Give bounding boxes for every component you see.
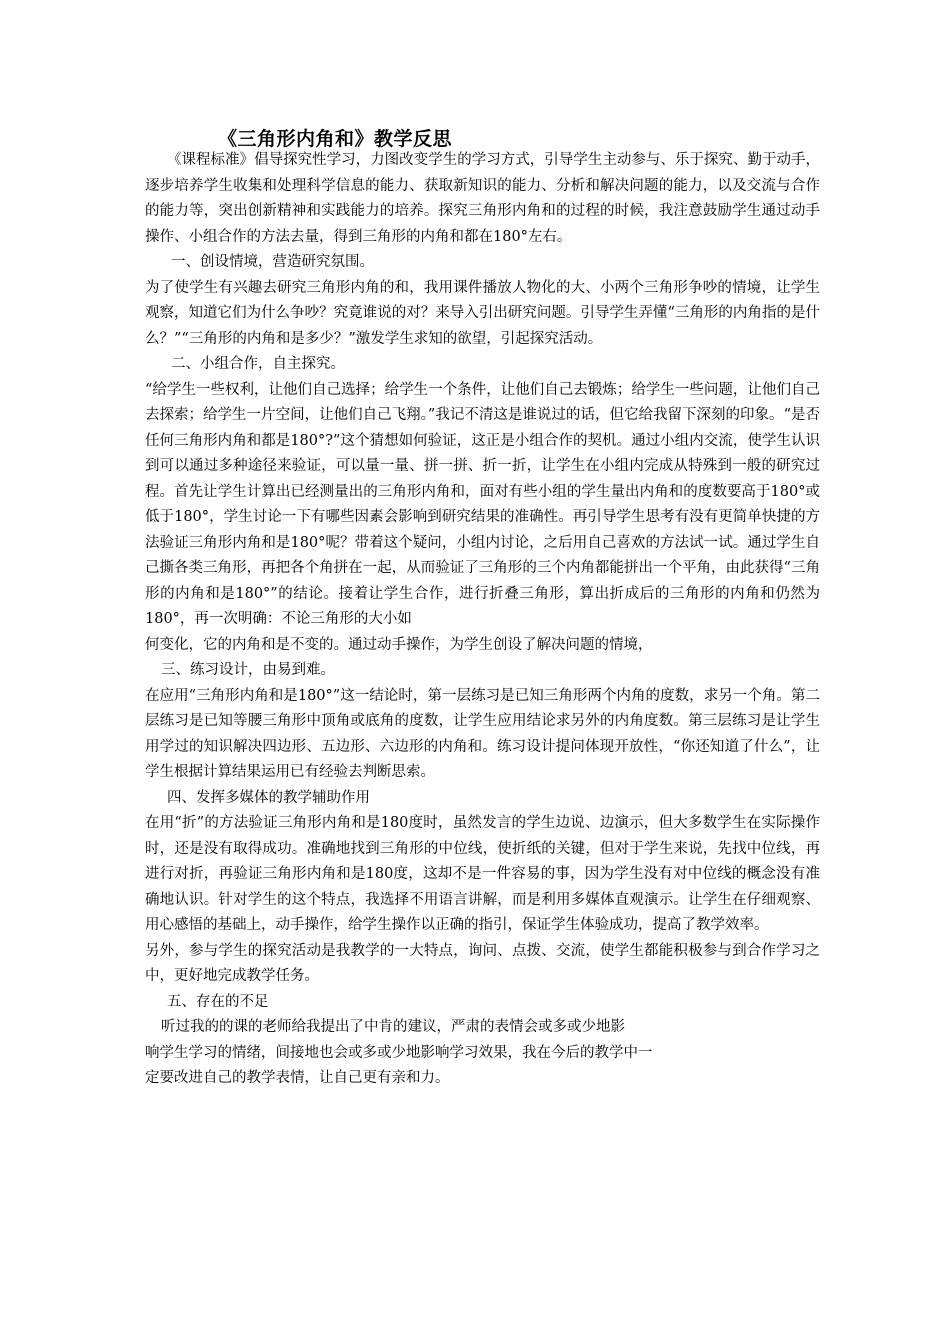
section-5-line-3: 定要改进自己的教学表情，让自己更有亲和力。	[145, 1070, 450, 1086]
section-heading-2: 二、小组合作，自主探究。	[171, 356, 345, 372]
document-title: 《三角形内角和》教学反思	[218, 128, 453, 150]
section-4-paragraph-2: 另外，参与学生的探究活动是我教学的一大特点，询问、点拨、交流，使学生都能积极参与到合作学习之中，更好地完成教学任务。	[145, 942, 820, 984]
section-heading-5: 五、存在的不足	[167, 993, 269, 1010]
section-1-paragraph-1: 为了使学生有兴趣去研究三角形内角的和，我用课件播放人物化的大、小两个三角形争吵的情境，让学生观察，知道它们为什么争吵？究竟谁说的对？来导入引出研究问题。引导学生弄懂“三角形的内角指的是什么？”“三角形的内角和是多少？”激发学生求知的欲望，引起探究活动。	[145, 279, 820, 347]
section-4-paragraph-1: 在用“折”的方法验证三角形内角和是180度时，虽然发言的学生边说、边演示，但大多数学生在实际操作时，还是没有取得成功。准确地找到三角形的中位线，使折纸的关键，但对于学生来说，先找中位线，再进行对折，再验证三角形内角和是180度，这却不是一件容易的事，因为学生没有对中位线的概念没有准确地认识。针对学生的这个特点，我选择不用语言讲解，而是利用多媒体直观演示。让学生在仔细观察、用心感悟的基础上，动手操作，给学生操作以正确的指引，保证学生体验成功，提高了教学效率。	[145, 815, 820, 933]
section-heading-1: 一、创设情境，营造研究氛围。	[171, 254, 374, 270]
section-3-paragraph-1: 在应用“三角形内角和是180°”这一结论时，第一层练习是已知三角形两个内角的度数，求另一个角。第二层练习是已知等腰三角形中顶角或底角的度数，让学生应用结论求另外的内角度数。第三层练习是让学生用学过的知识解决四边形、五边形、六边形的内角和。练习设计提问体现开放性，“你还知道了什么”，让学生根据计算结果运用已有经验去判断思索。	[145, 687, 820, 780]
section-5-line-1: 听过我的的课的老师给我提出了中肯的建议，严肃的表情会或多或少地影	[161, 1019, 625, 1035]
section-2-paragraph-2: 何变化，它的内角和是不变的。通过动手操作，为学生创设了解决问题的情境，	[145, 636, 653, 653]
section-heading-3: 三、练习设计，由易到难。	[161, 662, 335, 678]
section-2-paragraph-1: “给学生一些权利，让他们自己选择；给学生一个条件，让他们自己去锻炼；给学生一些问题，让他们自己去探索；给学生一片空间，让他们自己飞翔。”我记不清这是谁说过的话，但它给我留下深刻的印象。“是否任何三角形内角和都是180°?”这个猜想如何验证，这正是小组合作的契机。通过小组内交流，使学生认识到可以通过多种途径来验证，可以量一量、拼一拼、折一折，让学生在小组内完成从特殊到一般的研究过程。首先让学生计算出已经测量出的三角形内角和，面对有些小组的学生量出内角和的度数要高于180°或低于180°，学生讨论一下有哪些因素会影响到研究结果的准确性。再引导学生思考有没有更简单快捷的方法验证三角形内角和是180°呢？带着这个疑问，小组内讨论，之后用自己喜欢的方法试一试。通过学生自己撕各类三角形，再把各个角拼在一起，从而验证了三角形的三个内角都能拼出一个平角，由此获得“三角形的内角和是180°”的结论。接着让学生合作，进行折叠三角形，算出折成后的三角形的内角和仍然为180°，再一次明确：不论三角形的大小如	[145, 381, 820, 627]
section-5-line-2: 响学生学习的情绪，间接地也会或多或少地影响学习效果，我在今后的教学中一	[145, 1044, 653, 1061]
section-heading-4: 四、发挥多媒体的教学辅助作用	[167, 789, 370, 806]
intro-paragraph: 《课程标准》倡导探究性学习，力图改变学生的学习方式，引导学生主动参与、乐于探究、勤于动手，逐步培养学生收集和处理科学信息的能力、获取新知识的能力、分析和解决问题的能力，以及交流与合作的能力等，突出创新精神和实践能力的培养。探究三角形内角和的过程的时候，我注意鼓励学生通过动手操作、小组合作的方法去量，得到三角形的内角和都在180°左右。	[145, 152, 820, 245]
document-body	[145, 148, 820, 1092]
